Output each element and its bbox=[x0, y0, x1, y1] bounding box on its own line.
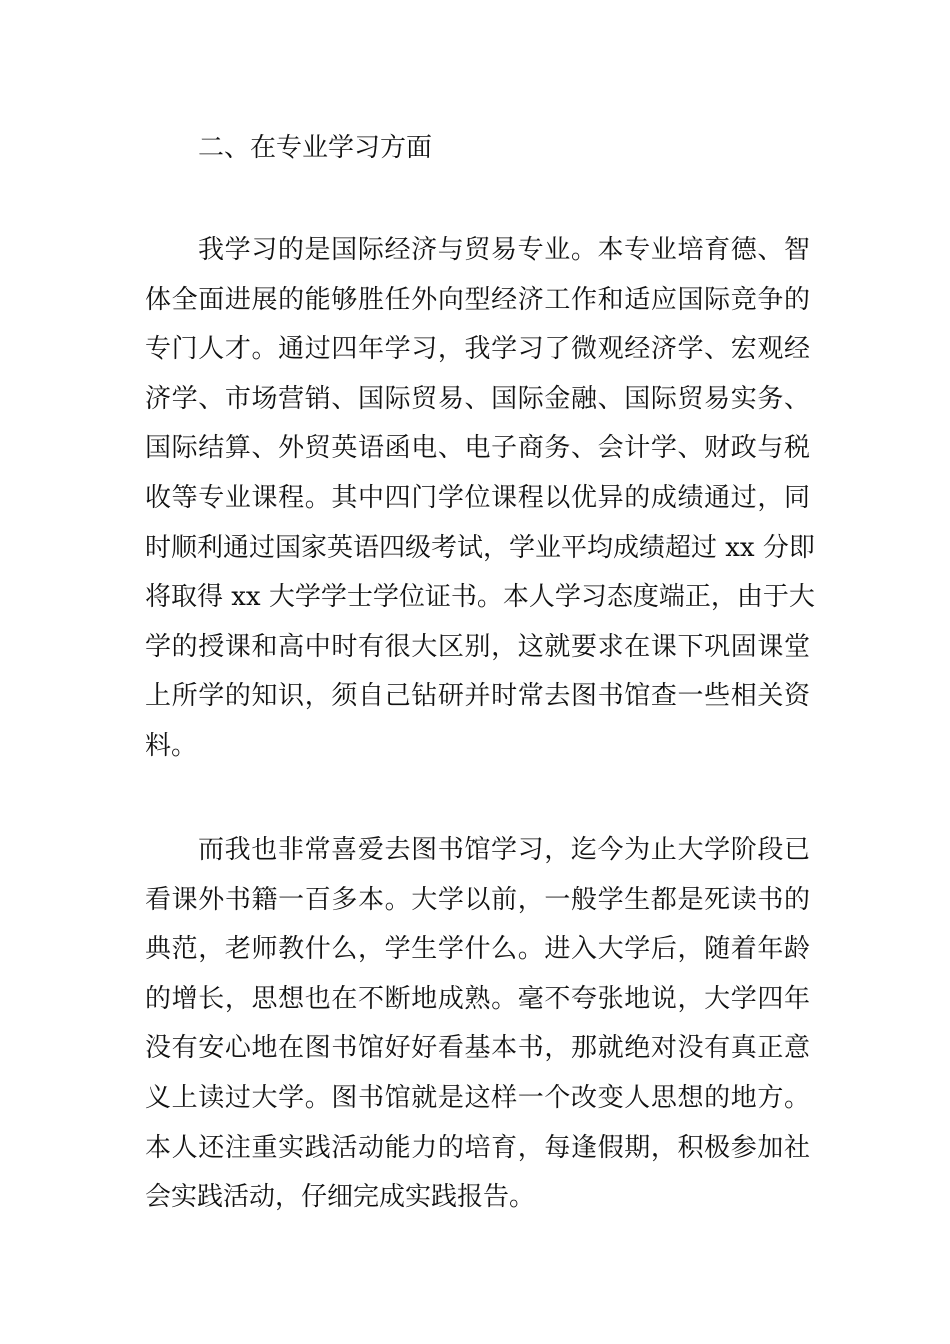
paragraph-line: 上所学的知识，须自己钻研并时常去图书馆查一些相关资 bbox=[145, 681, 810, 712]
section-heading: 二、在专业学习方面 bbox=[198, 133, 433, 163]
paragraph-line: 体全面进展的能够胜任外向型经济工作和适应国际竞争的 bbox=[145, 284, 810, 315]
paragraph-line: 学的授课和高中时有很大区别，这就要求在课下巩固课堂 bbox=[145, 631, 810, 662]
paragraph-line: 时顺利通过国家英语四级考试，学业平均成绩超过 xx 分即 bbox=[145, 532, 815, 563]
paragraph-line: 料。 bbox=[145, 730, 198, 761]
paragraph-line: 而我也非常喜爱去图书馆学习，迄今为止大学阶段已 bbox=[198, 835, 810, 865]
paragraph-study-major bbox=[145, 226, 815, 772]
paragraph-line: 专门人才。通过四年学习，我学习了微观经济学、宏观经 bbox=[145, 334, 810, 365]
paragraph-line: 将取得 xx 大学学士学位证书。本人学习态度端正，由于大 bbox=[145, 582, 815, 613]
paragraph-library-practice bbox=[145, 826, 810, 1223]
paragraph-line: 收等专业课程。其中四门学位课程以优异的成绩通过，同 bbox=[145, 482, 810, 513]
paragraph-line: 义上读过大学。图书馆就是这样一个改变人思想的地方。 bbox=[145, 1082, 810, 1113]
paragraph-line: 看课外书籍一百多本。大学以前，一般学生都是死读书的 bbox=[145, 884, 810, 915]
paragraph-line: 的增长，思想也在不断地成熟。毫不夸张地说，大学四年 bbox=[145, 983, 810, 1014]
paragraph-line: 我学习的是国际经济与贸易专业。本专业培育德、智 bbox=[198, 235, 810, 265]
paragraph-line: 本人还注重实践活动能力的培育，每逢假期，积极参加社 bbox=[145, 1132, 810, 1163]
paragraph-line: 典范，老师教什么，学生学什么。进入大学后，随着年龄 bbox=[145, 934, 810, 965]
paragraph-line: 没有安心地在图书馆好好看基本书，那就绝对没有真正意 bbox=[145, 1033, 810, 1064]
paragraph-line: 国际结算、外贸英语函电、电子商务、会计学、财政与税 bbox=[145, 433, 810, 464]
paragraph-line: 会实践活动，仔细完成实践报告。 bbox=[145, 1182, 536, 1213]
paragraph-line: 济学、市场营销、国际贸易、国际金融、国际贸易实务、 bbox=[145, 383, 810, 414]
